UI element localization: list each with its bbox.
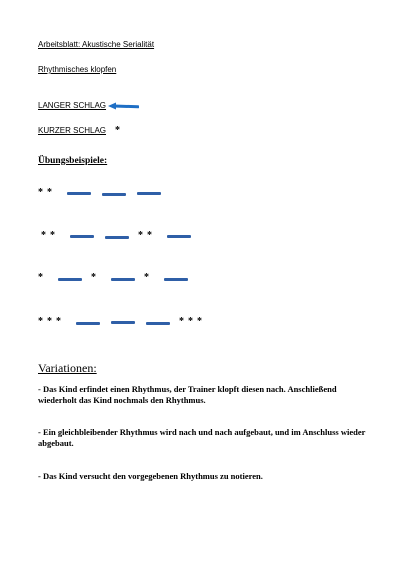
long-beat-stroke [102,193,126,196]
short-beat-star: * [38,187,43,198]
long-beat-stroke [111,321,135,324]
short-beat-star: * [38,316,43,327]
short-beat-star: * [38,272,43,283]
long-beat-stroke [105,236,129,239]
long-beat-stroke [111,278,135,281]
long-beat-stroke [76,322,100,325]
long-beat-stroke [58,278,82,281]
short-beat-star: * [56,316,61,327]
short-beat-star: * [138,230,143,241]
legend-long-label: LANGER SCHLAG [38,101,107,110]
long-beat-stroke [164,278,188,281]
short-beat-star: * [91,272,96,283]
worksheet-subtitle: Rhythmisches klopfen [38,65,117,74]
short-beat-star: * [50,230,55,241]
long-beat-stroke [167,235,191,238]
short-beat-star: * [179,316,184,327]
worksheet-title: Arbeitsblatt: Akustische Serialität [38,40,155,49]
long-beat-stroke [67,192,91,195]
short-beat-star: * [197,316,202,327]
variations-heading: Variationen: [38,361,97,375]
short-beat-star: * [47,316,52,327]
short-beat-star: * [47,187,52,198]
long-beat-arrow-icon [107,101,139,111]
short-beat-star: * [147,230,152,241]
short-beat-star: * [144,272,149,283]
legend-short-symbol: * [115,125,120,136]
variation-item: - Ein gleichbleibender Rhythmus wird nach und nach aufgebaut, und im Anschluss wieder abgebaut. [38,427,366,448]
long-beat-stroke [146,322,170,325]
short-beat-star: * [41,230,46,241]
legend-short-label: KURZER SCHLAG [38,126,107,135]
long-beat-stroke [70,235,94,238]
long-beat-stroke [137,192,161,195]
variation-item: - Das Kind versucht den vorgegebenen Rhythmus zu notieren. [38,471,263,481]
variation-item: - Das Kind erfindet einen Rhythmus, der Trainer klopft diesen nach. Anschließend wiederholt das Kind nochmals den Rhythmus. [38,384,337,405]
short-beat-star: * [188,316,193,327]
exercises-heading: Übungsbeispiele: [38,156,108,166]
